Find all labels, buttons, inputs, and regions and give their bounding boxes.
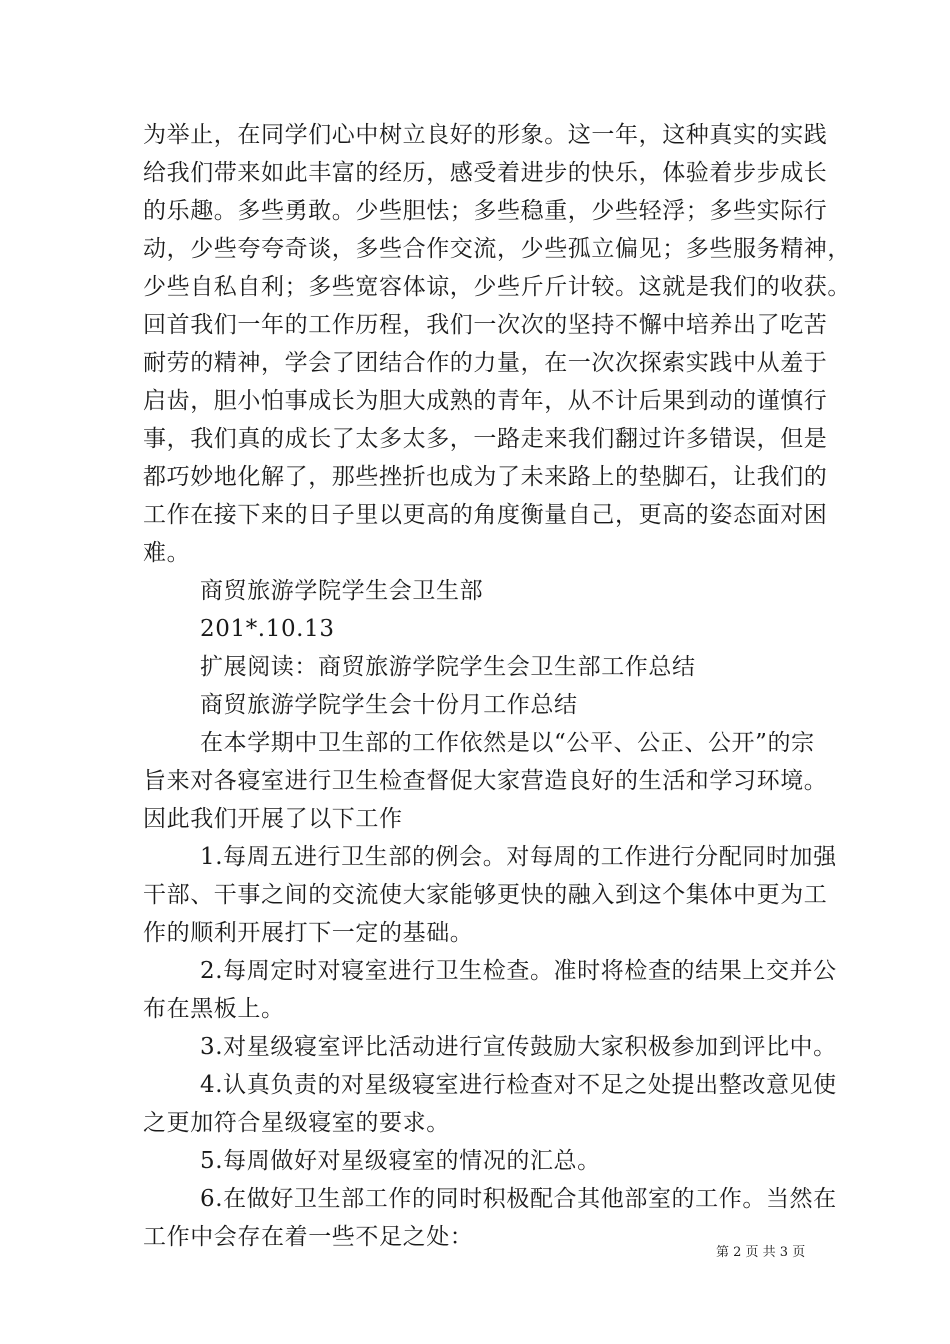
text-line: 回首我们一年的工作历程，我们一次次的坚持不懈中培养出了吃苦 bbox=[143, 312, 828, 338]
text-line: 少些自私自利；多些宽容体谅，少些斤斤计较。这就是我们的收获。 bbox=[143, 274, 851, 300]
list-item: 4.认真负责的对星级寝室进行检查对不足之处提出整改意见使 bbox=[200, 1072, 837, 1098]
text-line: 为举止，在同学们心中树立良好的形象。这一年，这种真实的实践 bbox=[143, 122, 828, 148]
list-item: 6.在做好卫生部工作的同时积极配合其他部室的工作。当然在 bbox=[200, 1186, 837, 1212]
text-line: 启齿，胆小怕事成长为胆大成熟的青年，从不计后果到动的谨慎行 bbox=[143, 388, 828, 414]
text-line: 耐劳的精神，学会了团结合作的力量，在一次次探索实践中从羞于 bbox=[143, 350, 828, 376]
text-line: 作的顺利开展打下一定的基础。 bbox=[143, 920, 474, 946]
text-line: 布在黑板上。 bbox=[143, 996, 285, 1022]
signature-organization: 商贸旅游学院学生会卫生部 bbox=[200, 578, 484, 604]
text-line: 干部、干事之间的交流使大家能够更快的融入到这个集体中更为工 bbox=[143, 882, 828, 908]
text-line: 因此我们开展了以下工作 bbox=[143, 806, 403, 832]
text-line: 都巧妙地化解了，那些挫折也成为了未来路上的垫脚石，让我们的 bbox=[143, 464, 828, 490]
list-item: 1.每周五进行卫生部的例会。对每周的工作进行分配同时加强 bbox=[200, 844, 837, 870]
extended-reading-heading: 扩展阅读：商贸旅游学院学生会卫生部工作总结 bbox=[200, 654, 696, 680]
text-line: 难。 bbox=[143, 540, 191, 566]
text-line: 动，少些夸夸奇谈，多些合作交流，少些孤立偏见；多些服务精神， bbox=[143, 236, 851, 262]
section-title: 商贸旅游学院学生会十份月工作总结 bbox=[200, 692, 578, 718]
list-item: 3.对星级寝室评比活动进行宣传鼓励大家积极参加到评比中。 bbox=[200, 1034, 837, 1060]
text-line: 的乐趣。多些勇敢。少些胆怯；多些稳重，少些轻浮；多些实际行 bbox=[143, 198, 828, 224]
text-line: 之更加符合星级寝室的要求。 bbox=[143, 1110, 450, 1136]
list-item: 5.每周做好对星级寝室的情况的汇总。 bbox=[200, 1148, 601, 1174]
text-line: 给我们带来如此丰富的经历，感受着进步的快乐，体验着步步成长 bbox=[143, 160, 828, 186]
signature-date: 201*.10.13 bbox=[200, 616, 335, 642]
page-number: 第 2 页 共 3 页 bbox=[716, 1245, 806, 1260]
text-line: 旨来对各寝室进行卫生检查督促大家营造良好的生活和学习环境。 bbox=[143, 768, 828, 794]
text-line: 在本学期中卫生部的工作依然是以“公平、公正、公开”的宗 bbox=[200, 730, 815, 756]
text-line: 事，我们真的成长了太多太多，一路走来我们翻过许多错误，但是 bbox=[143, 426, 828, 452]
list-item: 2.每周定时对寝室进行卫生检查。准时将检查的结果上交并公 bbox=[200, 958, 837, 984]
text-line: 工作中会存在着一些不足之处： bbox=[143, 1224, 474, 1250]
text-line: 工作在接下来的日子里以更高的角度衡量自己，更高的姿态面对困 bbox=[143, 502, 828, 528]
